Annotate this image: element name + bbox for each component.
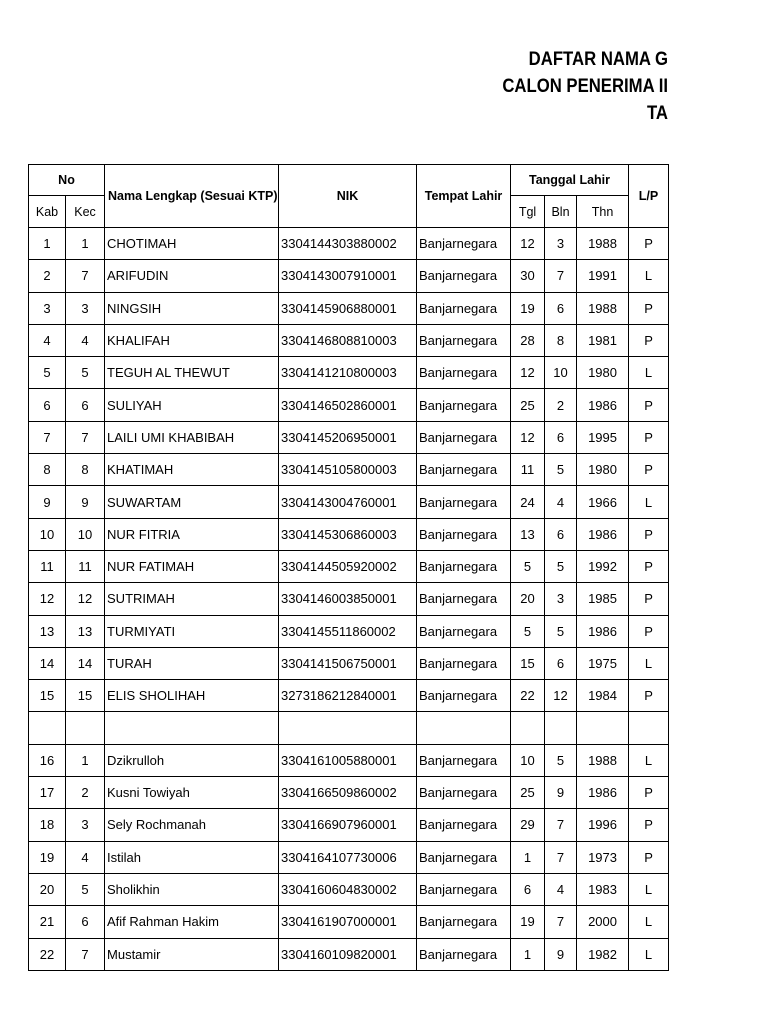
cell-tempat-lahir (417, 712, 511, 744)
cell-bln: 2 (545, 389, 577, 421)
cell-kab: 8 (29, 454, 66, 486)
cell-lp: P (629, 324, 669, 356)
table-row (29, 486, 669, 518)
cell-thn: 1985 (577, 583, 629, 615)
cell-tempat-lahir: Banjarnegara (417, 518, 511, 550)
cell-tempat-lahir: Banjarnegara (417, 906, 511, 938)
cell-thn: 1996 (577, 809, 629, 841)
cell-nik: 3304144303880002 (279, 228, 417, 260)
table-row (29, 680, 669, 712)
cell-bln: 7 (545, 260, 577, 292)
cell-tgl: 20 (511, 583, 545, 615)
cell-nama: CHOTIMAH (105, 228, 279, 260)
cell-lp: P (629, 550, 669, 582)
cell-bln: 5 (545, 454, 577, 486)
cell-tempat-lahir: Banjarnegara (417, 873, 511, 905)
cell-tgl: 25 (511, 777, 545, 809)
cell-nama: Dzikrulloh (105, 744, 279, 776)
header-tanggal-lahir: Tanggal Lahir (511, 165, 629, 196)
cell-thn: 1973 (577, 841, 629, 873)
cell-bln: 5 (545, 615, 577, 647)
cell-thn: 1991 (577, 260, 629, 292)
cell-thn: 1975 (577, 647, 629, 679)
cell-nama: SUTRIMAH (105, 583, 279, 615)
cell-kec: 6 (66, 389, 105, 421)
cell-kec: 7 (66, 260, 105, 292)
table-row (29, 228, 669, 260)
cell-tempat-lahir: Banjarnegara (417, 228, 511, 260)
cell-nik: 3304145906880001 (279, 292, 417, 324)
cell-nama: Mustamir (105, 938, 279, 970)
header-kab: Kab (29, 196, 66, 228)
cell-nama: TURMIYATI (105, 615, 279, 647)
cell-tempat-lahir: Banjarnegara (417, 777, 511, 809)
cell-lp: P (629, 518, 669, 550)
cell-kec: 10 (66, 518, 105, 550)
cell-thn: 1992 (577, 550, 629, 582)
header-nik: NIK (279, 165, 417, 228)
cell-tempat-lahir: Banjarnegara (417, 292, 511, 324)
cell-nik (279, 712, 417, 744)
cell-tempat-lahir: Banjarnegara (417, 841, 511, 873)
cell-tgl: 11 (511, 454, 545, 486)
recipient-table (28, 164, 669, 971)
cell-kab: 14 (29, 647, 66, 679)
cell-nik: 3304144505920002 (279, 550, 417, 582)
cell-kab: 22 (29, 938, 66, 970)
cell-thn: 1983 (577, 873, 629, 905)
cell-kab: 9 (29, 486, 66, 518)
cell-nik: 3304161005880001 (279, 744, 417, 776)
cell-kec: 5 (66, 873, 105, 905)
cell-tempat-lahir: Banjarnegara (417, 583, 511, 615)
table-body (29, 228, 669, 971)
table-row (29, 777, 669, 809)
header-tgl: Tgl (511, 196, 545, 228)
cell-nik: 3304146808810003 (279, 324, 417, 356)
cell-tgl: 15 (511, 647, 545, 679)
cell-kab: 5 (29, 357, 66, 389)
cell-lp: P (629, 389, 669, 421)
cell-nama: TURAH (105, 647, 279, 679)
table-row (29, 357, 669, 389)
header-bln: Bln (545, 196, 577, 228)
cell-tempat-lahir: Banjarnegara (417, 938, 511, 970)
cell-kab (29, 712, 66, 744)
cell-nama: ELIS SHOLIHAH (105, 680, 279, 712)
cell-bln: 10 (545, 357, 577, 389)
cell-bln: 5 (545, 550, 577, 582)
cell-kab: 20 (29, 873, 66, 905)
cell-tgl: 19 (511, 906, 545, 938)
cell-kab: 16 (29, 744, 66, 776)
table-row (29, 938, 669, 970)
cell-nik: 3304160604830002 (279, 873, 417, 905)
title-line-3: TA (646, 103, 668, 124)
table-row (29, 324, 669, 356)
document-header (0, 46, 668, 127)
cell-lp: P (629, 421, 669, 453)
table-row (29, 518, 669, 550)
cell-tempat-lahir: Banjarnegara (417, 680, 511, 712)
cell-nama: Kusni Towiyah (105, 777, 279, 809)
cell-nama: TEGUH AL THEWUT (105, 357, 279, 389)
cell-lp: L (629, 938, 669, 970)
table-row (29, 292, 669, 324)
cell-kec: 7 (66, 421, 105, 453)
table-row (29, 389, 669, 421)
cell-tempat-lahir: Banjarnegara (417, 744, 511, 776)
cell-bln: 7 (545, 906, 577, 938)
cell-tempat-lahir: Banjarnegara (417, 324, 511, 356)
table-row (29, 647, 669, 679)
cell-kab: 11 (29, 550, 66, 582)
cell-bln: 4 (545, 873, 577, 905)
cell-kec: 3 (66, 809, 105, 841)
cell-tempat-lahir: Banjarnegara (417, 486, 511, 518)
cell-kab: 19 (29, 841, 66, 873)
table-row (29, 583, 669, 615)
cell-nik: 3304143004760001 (279, 486, 417, 518)
header-kec: Kec (66, 196, 105, 228)
cell-nama: Sholikhin (105, 873, 279, 905)
cell-kec: 8 (66, 454, 105, 486)
cell-kec (66, 712, 105, 744)
cell-lp: P (629, 228, 669, 260)
cell-kec: 12 (66, 583, 105, 615)
cell-tempat-lahir: Banjarnegara (417, 809, 511, 841)
cell-bln: 6 (545, 421, 577, 453)
cell-tgl: 22 (511, 680, 545, 712)
cell-lp: L (629, 260, 669, 292)
cell-kab: 17 (29, 777, 66, 809)
cell-bln: 4 (545, 486, 577, 518)
cell-tgl: 29 (511, 809, 545, 841)
cell-nama: Sely Rochmanah (105, 809, 279, 841)
header-nama: Nama Lengkap (Sesuai KTP) (105, 165, 279, 228)
cell-nama: Afif Rahman Hakim (105, 906, 279, 938)
table-row (29, 841, 669, 873)
cell-bln: 7 (545, 809, 577, 841)
cell-lp (629, 712, 669, 744)
cell-nama: KHATIMAH (105, 454, 279, 486)
cell-nik: 3304145206950001 (279, 421, 417, 453)
cell-lp: P (629, 583, 669, 615)
cell-bln: 3 (545, 228, 577, 260)
cell-tempat-lahir: Banjarnegara (417, 647, 511, 679)
cell-lp: L (629, 486, 669, 518)
cell-kab: 10 (29, 518, 66, 550)
cell-nik: 3304166907960001 (279, 809, 417, 841)
cell-lp: P (629, 292, 669, 324)
cell-kec: 6 (66, 906, 105, 938)
cell-kab: 6 (29, 389, 66, 421)
cell-bln: 6 (545, 647, 577, 679)
cell-kab: 2 (29, 260, 66, 292)
cell-nik: 3304143007910001 (279, 260, 417, 292)
cell-thn: 1988 (577, 292, 629, 324)
cell-tempat-lahir: Banjarnegara (417, 260, 511, 292)
cell-bln: 6 (545, 518, 577, 550)
cell-kec: 14 (66, 647, 105, 679)
cell-nama: NUR FITRIA (105, 518, 279, 550)
cell-tempat-lahir: Banjarnegara (417, 389, 511, 421)
cell-nik: 3304161907000001 (279, 906, 417, 938)
cell-kab: 7 (29, 421, 66, 453)
cell-kec: 1 (66, 228, 105, 260)
cell-tgl: 13 (511, 518, 545, 550)
cell-thn: 1981 (577, 324, 629, 356)
cell-thn: 1986 (577, 389, 629, 421)
cell-nama: SUWARTAM (105, 486, 279, 518)
cell-tgl: 1 (511, 841, 545, 873)
cell-bln: 6 (545, 292, 577, 324)
cell-nik: 3304145511860002 (279, 615, 417, 647)
cell-tgl: 12 (511, 228, 545, 260)
cell-thn: 1980 (577, 454, 629, 486)
cell-kec: 9 (66, 486, 105, 518)
cell-kab: 3 (29, 292, 66, 324)
cell-lp: P (629, 680, 669, 712)
cell-kec: 5 (66, 357, 105, 389)
cell-kab: 1 (29, 228, 66, 260)
cell-tgl: 25 (511, 389, 545, 421)
cell-nik: 3273186212840001 (279, 680, 417, 712)
cell-kec: 2 (66, 777, 105, 809)
cell-bln: 12 (545, 680, 577, 712)
cell-nik: 3304145306860003 (279, 518, 417, 550)
cell-kec: 1 (66, 744, 105, 776)
cell-nik: 3304146502860001 (279, 389, 417, 421)
cell-kec: 3 (66, 292, 105, 324)
cell-nik: 3304164107730006 (279, 841, 417, 873)
cell-lp: P (629, 454, 669, 486)
cell-thn: 1986 (577, 615, 629, 647)
cell-nik: 3304141506750001 (279, 647, 417, 679)
cell-lp: P (629, 841, 669, 873)
cell-tgl: 19 (511, 292, 545, 324)
cell-thn: 1982 (577, 938, 629, 970)
cell-nama: SULIYAH (105, 389, 279, 421)
table-row (29, 873, 669, 905)
cell-nama: NINGSIH (105, 292, 279, 324)
table-row (29, 712, 669, 744)
cell-bln: 3 (545, 583, 577, 615)
cell-nama: KHALIFAH (105, 324, 279, 356)
cell-bln: 7 (545, 841, 577, 873)
title-line-1: DAFTAR NAMA G (528, 49, 668, 70)
cell-thn (577, 712, 629, 744)
table-row (29, 615, 669, 647)
header-lp: L/P (629, 165, 669, 228)
table-row (29, 744, 669, 776)
cell-kec: 4 (66, 841, 105, 873)
cell-nik: 3304146003850001 (279, 583, 417, 615)
cell-kec: 4 (66, 324, 105, 356)
cell-nama: Istilah (105, 841, 279, 873)
cell-thn: 1980 (577, 357, 629, 389)
cell-thn: 1995 (577, 421, 629, 453)
table-row (29, 260, 669, 292)
cell-nik: 3304141210800003 (279, 357, 417, 389)
table-row (29, 809, 669, 841)
cell-thn: 1986 (577, 777, 629, 809)
cell-bln: 9 (545, 777, 577, 809)
cell-nama (105, 712, 279, 744)
cell-kec: 11 (66, 550, 105, 582)
cell-tgl: 12 (511, 421, 545, 453)
cell-kab: 18 (29, 809, 66, 841)
cell-nama: NUR FATIMAH (105, 550, 279, 582)
cell-kec: 13 (66, 615, 105, 647)
header-no: No (29, 165, 105, 196)
header-tempat-lahir: Tempat Lahir (417, 165, 511, 228)
cell-kab: 13 (29, 615, 66, 647)
cell-tgl: 10 (511, 744, 545, 776)
cell-lp: L (629, 873, 669, 905)
cell-tgl: 12 (511, 357, 545, 389)
cell-bln (545, 712, 577, 744)
cell-tempat-lahir: Banjarnegara (417, 357, 511, 389)
cell-thn: 1988 (577, 744, 629, 776)
cell-tgl: 30 (511, 260, 545, 292)
cell-kec: 7 (66, 938, 105, 970)
cell-kab: 4 (29, 324, 66, 356)
cell-nama: ARIFUDIN (105, 260, 279, 292)
cell-nik: 3304145105800003 (279, 454, 417, 486)
table-row (29, 906, 669, 938)
table-row (29, 454, 669, 486)
cell-tgl: 6 (511, 873, 545, 905)
cell-nik: 3304166509860002 (279, 777, 417, 809)
cell-lp: P (629, 809, 669, 841)
cell-tgl: 24 (511, 486, 545, 518)
cell-tgl (511, 712, 545, 744)
cell-thn: 2000 (577, 906, 629, 938)
cell-tgl: 5 (511, 550, 545, 582)
table-row (29, 421, 669, 453)
cell-kec: 15 (66, 680, 105, 712)
cell-tempat-lahir: Banjarnegara (417, 421, 511, 453)
cell-kab: 21 (29, 906, 66, 938)
cell-bln: 9 (545, 938, 577, 970)
cell-lp: L (629, 906, 669, 938)
cell-tempat-lahir: Banjarnegara (417, 454, 511, 486)
cell-bln: 5 (545, 744, 577, 776)
cell-thn: 1986 (577, 518, 629, 550)
cell-nik: 3304160109820001 (279, 938, 417, 970)
cell-lp: L (629, 744, 669, 776)
cell-tempat-lahir: Banjarnegara (417, 550, 511, 582)
cell-thn: 1966 (577, 486, 629, 518)
title-line-2: CALON PENERIMA II (502, 76, 668, 97)
cell-lp: P (629, 777, 669, 809)
table-row (29, 550, 669, 582)
cell-kab: 15 (29, 680, 66, 712)
cell-lp: L (629, 647, 669, 679)
cell-tgl: 28 (511, 324, 545, 356)
cell-lp: L (629, 357, 669, 389)
cell-tgl: 1 (511, 938, 545, 970)
cell-kab: 12 (29, 583, 66, 615)
cell-thn: 1988 (577, 228, 629, 260)
cell-tgl: 5 (511, 615, 545, 647)
cell-nama: LAILI UMI KHABIBAH (105, 421, 279, 453)
cell-lp: P (629, 615, 669, 647)
header-thn: Thn (577, 196, 629, 228)
cell-bln: 8 (545, 324, 577, 356)
cell-tempat-lahir: Banjarnegara (417, 615, 511, 647)
cell-thn: 1984 (577, 680, 629, 712)
